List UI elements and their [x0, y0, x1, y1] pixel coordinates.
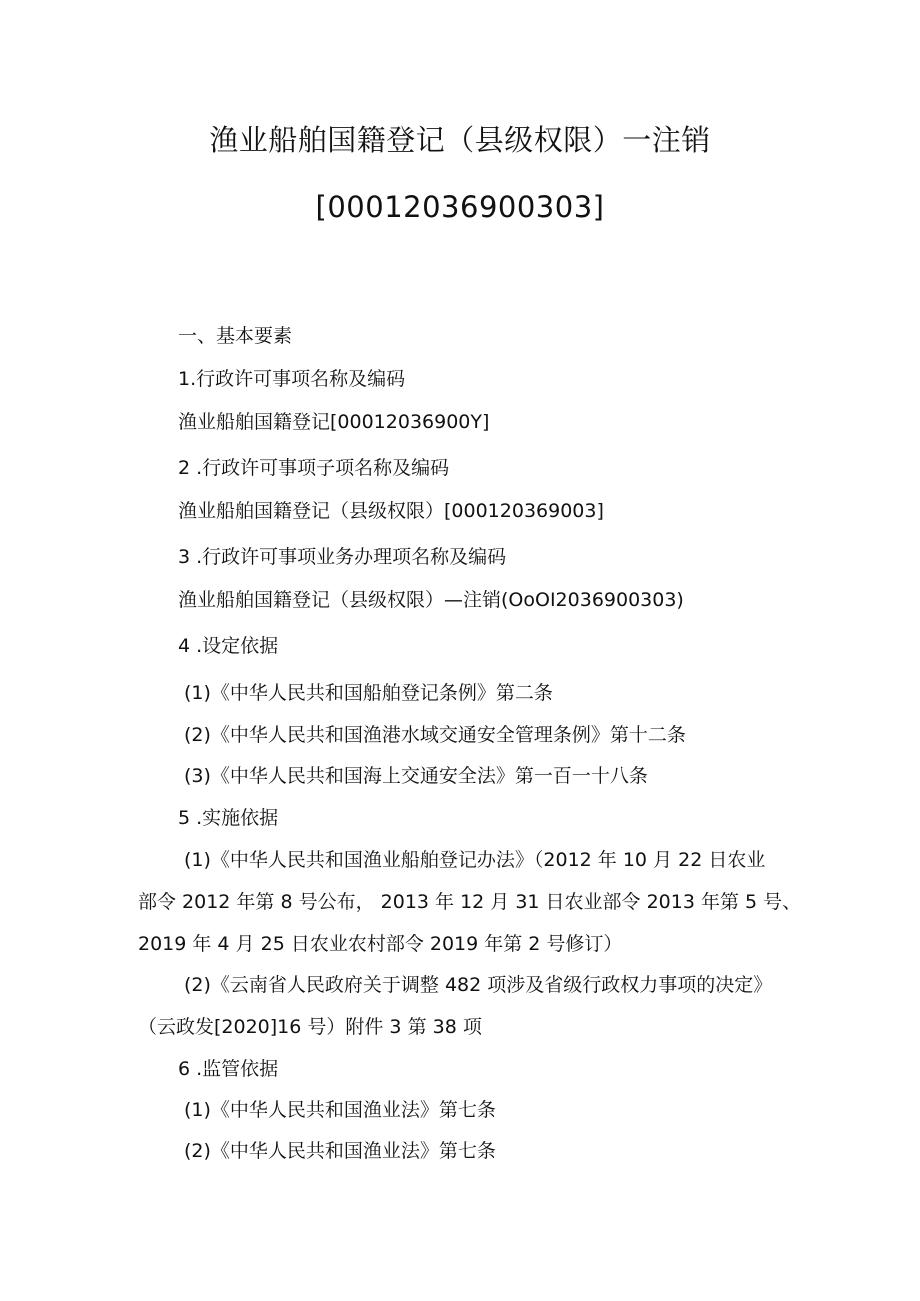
- item2-value: 渔业船舶国籍登记（县级权限）[000120369003]: [178, 500, 604, 522]
- item6-label: 6 .监管依据: [178, 1058, 279, 1080]
- item5-entry2-line: （云政发[2020]16 号）附件 3 第 38 项: [138, 1016, 482, 1038]
- document-title: 渔业船舶国籍登记（县级权限）一注销: [209, 123, 711, 157]
- item5-entry2-line: (2)《云南省人民政府关于调整 482 项涉及省级行政权力事项的决定》: [184, 974, 773, 996]
- document-code: [00012036900303]: [315, 190, 605, 224]
- item5-entry1-line: (1)《中华人民共和国渔业船舶登记办法》（2012 年 10 月 22 日农业: [184, 849, 766, 871]
- item5-entry1-line: 部令 2012 年第 8 号公布， 2013 年 12 月 31 日农业部令 2013 年第 5 号、: [138, 891, 802, 913]
- item1-value: 渔业船舶国籍登记[00012036900Y]: [178, 411, 490, 433]
- item6-entry: (2)《中华人民共和国渔业法》第七条: [184, 1140, 496, 1162]
- item3-label: 3 .行政许可事项业务办理项名称及编码: [178, 546, 507, 568]
- item3-value: 渔业船舶国籍登记（县级权限）—注销(OoOI2036900303): [178, 589, 684, 611]
- item4-entry: (1)《中华人民共和国船舶登记条例》第二条: [184, 682, 553, 704]
- item1-label: 1.行政许可事项名称及编码: [178, 368, 406, 390]
- item2-label: 2 .行政许可事项子项名称及编码: [178, 457, 450, 479]
- section-heading: 一、基本要素: [178, 325, 293, 347]
- item5-label: 5 .实施依据: [178, 807, 279, 829]
- item5-entry1-line: 2019 年 4 月 25 日农业农村部令 2019 年第 2 号修订）: [138, 933, 623, 955]
- item6-entry: (1)《中华人民共和国渔业法》第七条: [184, 1099, 496, 1121]
- item4-entry: (2)《中华人民共和国渔港水域交通安全管理条例》第十二条: [184, 724, 686, 746]
- item4-entry: (3)《中华人民共和国海上交通安全法》第一百一十八条: [184, 765, 648, 787]
- item4-label: 4 .设定依据: [178, 635, 279, 657]
